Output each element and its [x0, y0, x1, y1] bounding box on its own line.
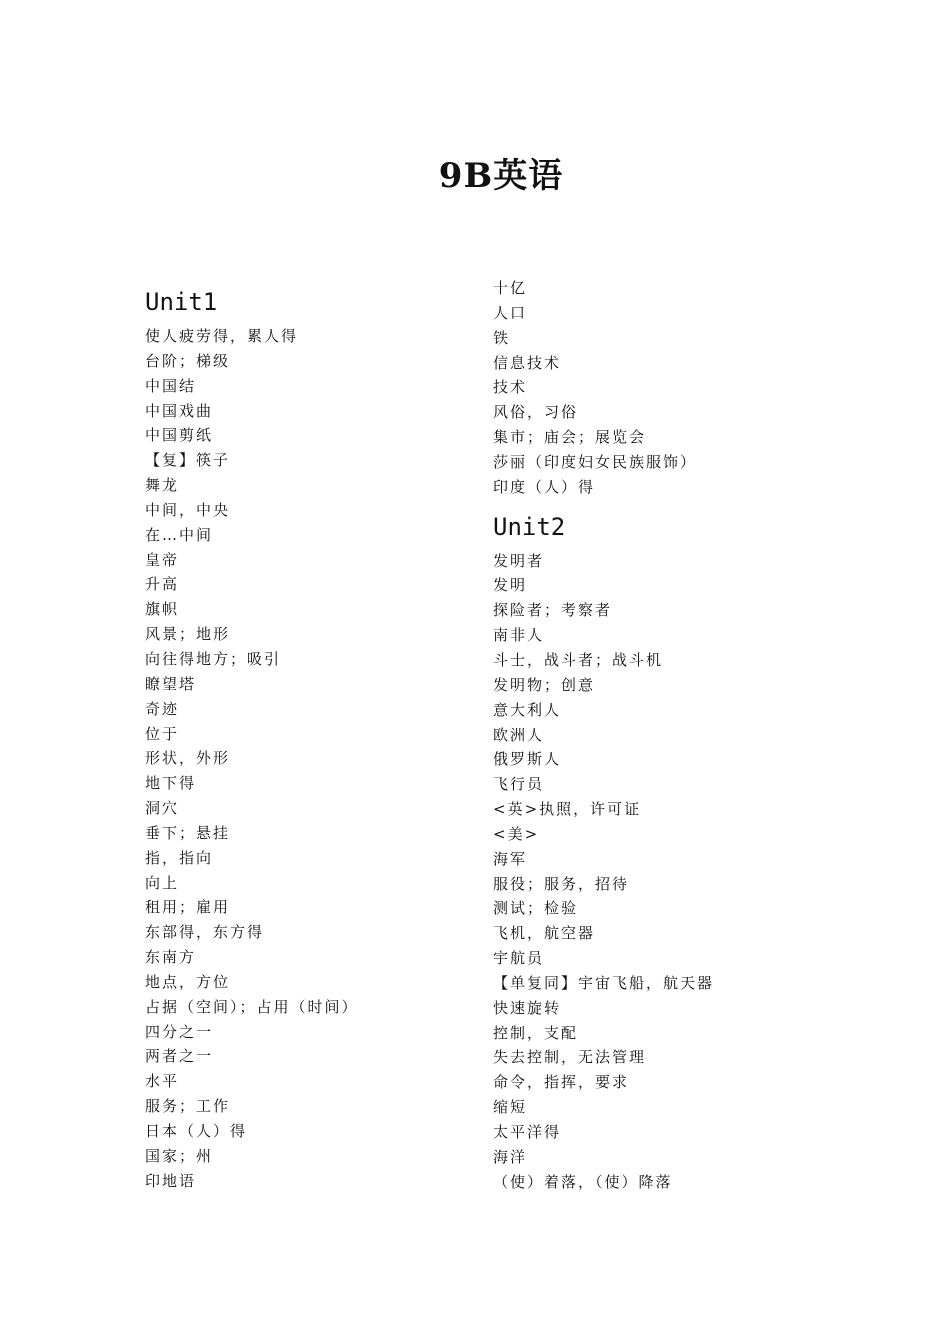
- vocab-entry: 洞穴: [145, 799, 180, 818]
- vocab-entry: 海军: [493, 849, 528, 868]
- vocab-entry: <英>执照，许可证: [493, 800, 642, 819]
- vocab-entry: 旗帜: [145, 600, 180, 619]
- vocab-entry: 日本（人）得: [145, 1122, 248, 1140]
- vocab-entry: 发明者: [493, 551, 545, 570]
- vocab-entry: 位于: [145, 724, 180, 743]
- vocab-entry: 人口: [493, 303, 528, 322]
- unit2-vocabulary-list: [493, 549, 893, 1195]
- vocab-entry: 占据（空间）；占用（时间）: [145, 997, 359, 1016]
- vocab-entry: 服役；服务，招待: [493, 874, 630, 893]
- vocab-entry: 风俗，习俗: [493, 403, 579, 422]
- unit1-heading: Unit1: [145, 288, 218, 316]
- vocab-entry: 向上: [145, 873, 180, 892]
- vocab-entry: 【单复同】宇宙飞船，航天器: [493, 973, 715, 992]
- vocab-entry: 台阶；梯级: [145, 351, 231, 370]
- vocab-entry: 探险者；考察者: [493, 601, 613, 620]
- vocab-entry: 海洋: [493, 1147, 528, 1166]
- vocab-entry: 风景；地形: [145, 625, 231, 644]
- vocab-entry: 发明: [493, 576, 528, 595]
- vocab-entry: 向往得地方；吸引: [145, 649, 282, 668]
- vocab-entry: 东南方: [145, 948, 197, 967]
- vocab-entry: 飞行员: [493, 775, 545, 794]
- unit1-continued-list: [493, 276, 893, 500]
- vocab-entry: 印地语: [145, 1171, 197, 1190]
- vocab-entry: 中国剪纸: [145, 426, 214, 445]
- vocab-entry: 发明物；创意: [493, 675, 596, 694]
- vocab-entry: 国家；州: [145, 1146, 214, 1165]
- vocab-entry: 奇迹: [145, 699, 180, 718]
- vocab-entry: 南非人: [493, 626, 545, 645]
- vocab-entry: 使人疲劳得，累人得: [145, 327, 299, 345]
- vocab-entry: 信息技术: [493, 353, 562, 372]
- vocab-entry: 东部得，东方得: [145, 923, 265, 942]
- vocab-entry: 十亿: [493, 279, 528, 297]
- vocab-entry: 集市；庙会；展览会: [493, 428, 647, 447]
- vocab-entry: 四分之一: [145, 1022, 214, 1041]
- vocab-entry: 水平: [145, 1072, 180, 1091]
- vocab-entry: 太平洋得: [493, 1123, 562, 1141]
- vocab-entry: 失去控制，无法管理: [493, 1048, 647, 1067]
- vocab-entry: 形状，外形: [145, 749, 231, 768]
- vocab-entry: 指，指向: [145, 848, 214, 867]
- vocab-entry: 皇帝: [145, 550, 180, 569]
- vocab-entry: 斗士，战斗者；战斗机: [493, 650, 664, 669]
- vocab-entry: （使）着落，（使）降落: [493, 1172, 673, 1191]
- vocab-entry: 中国结: [145, 376, 197, 395]
- vocab-entry: <美>: [493, 824, 540, 843]
- vocab-entry: 铁: [493, 328, 511, 347]
- page-title: 9B英语: [438, 156, 564, 196]
- vocab-entry: 升高: [145, 575, 180, 594]
- vocab-entry: 在…中间: [145, 525, 214, 544]
- vocab-entry: 租用；雇用: [145, 898, 231, 917]
- vocab-entry: 快速旋转: [493, 998, 562, 1017]
- vocab-entry: 地下得: [145, 774, 197, 793]
- vocab-entry: 缩短: [493, 1098, 528, 1117]
- vocab-entry: 意大利人: [493, 700, 562, 719]
- vocab-entry: 莎丽（印度妇女民族服饰）: [493, 452, 698, 471]
- left-column: [145, 276, 475, 1194]
- right-column: [493, 276, 893, 1195]
- vocab-entry: 控制，支配: [493, 1023, 579, 1042]
- vocab-entry: 俄罗斯人: [493, 750, 562, 769]
- vocab-entry: 垂下；悬挂: [145, 823, 231, 842]
- vocab-entry: 瞭望塔: [145, 674, 197, 693]
- vocab-entry: 舞龙: [145, 476, 180, 495]
- vocab-entry: 欧洲人: [493, 725, 545, 744]
- vocab-entry: 【复】筷子: [145, 451, 231, 470]
- vocab-entry: 测试；检验: [493, 899, 579, 918]
- vocab-entry: 技术: [493, 378, 528, 397]
- vocab-entry: 中间，中央: [145, 500, 231, 519]
- vocab-entry: 印度（人）得: [493, 477, 596, 496]
- vocab-entry: 命令，指挥，要求: [493, 1073, 630, 1092]
- vocab-entry: 飞机，航空器: [493, 924, 596, 943]
- unit1-vocabulary-list: [145, 324, 475, 1194]
- vocab-entry: 两者之一: [145, 1047, 214, 1066]
- unit2-heading: Unit2: [493, 512, 566, 541]
- vocab-entry: 中国戏曲: [145, 401, 214, 420]
- vocab-entry: 服务；工作: [145, 1097, 231, 1116]
- vocab-entry: 地点，方位: [145, 972, 231, 991]
- vocab-entry: 宇航员: [493, 949, 545, 968]
